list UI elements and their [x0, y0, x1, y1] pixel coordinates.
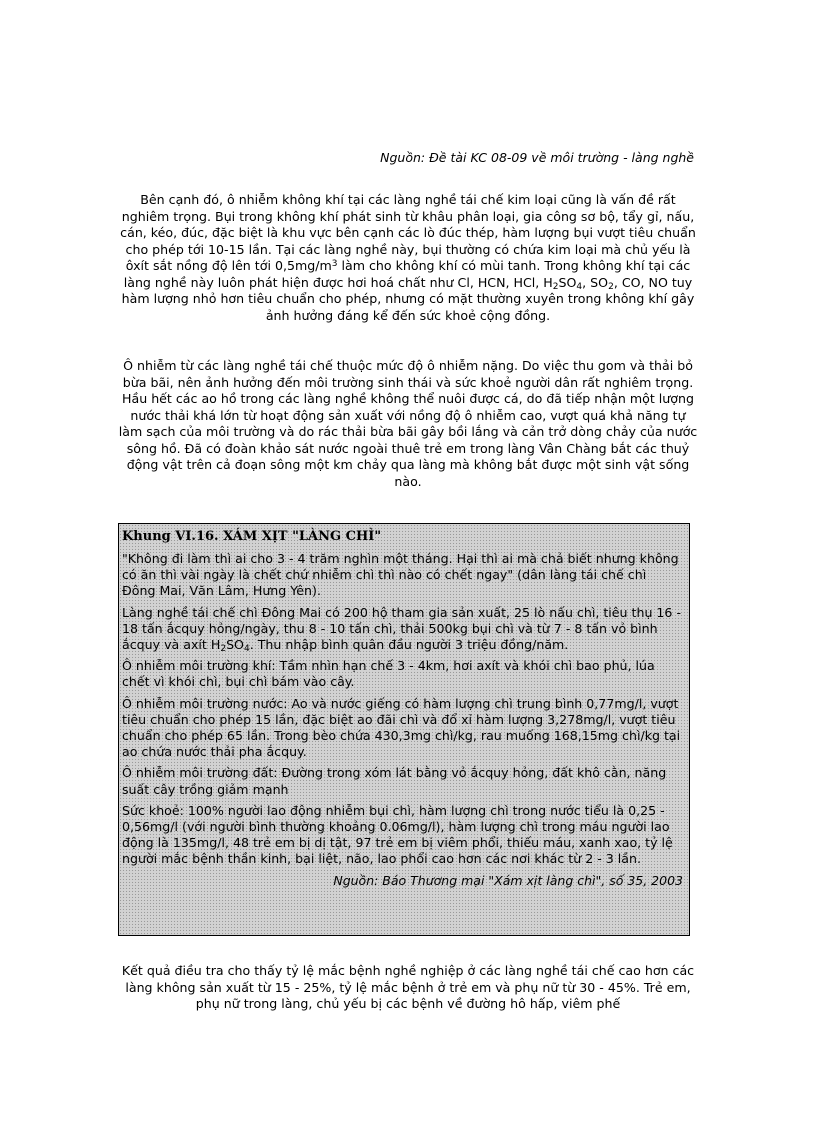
- box-water-pollution: Ô nhiễm môi trường nước: Ao và nước giếng có hàm lượng chì trung bình 0,77mg/l, vượt tiêu chuẩn cho phép 15 lần, đặc biệt ao đãi chì và đổ xỉ hàm lượng 3,278mg/l, vượt tiêu chuẩn cho phép 65 lần. Trong bèo chứa 430,3mg chì/kg, rau muống 168,15mg chì/kg tại ao chứa nước thải pha ắcquy.: [122, 695, 681, 760]
- para1-text-a: Bên cạnh đó, ô nhiễm không khí tại các làng nghề tái chế kim loại cũng là vấn đề rất nghiêm trọng. Bụi trong không khí phát sinh từ khâu phân loại, gia công sơ bộ, tẩy gỉ, nấu, cán, kéo, đúc, đặc biệt là khu vực bên cạnh các lò đúc thép, hàm lượng bụi vượt tiêu chuẩn cho phép tới 10-15 lần. Tại các làng nghề này, bụi thường có chứa kim loại mà chủ yếu là ôxít sắt nồng độ lên tới 0,5mg/m: [120, 192, 696, 273]
- box-quote: "Không đi làm thì ai cho 3 - 4 trăm nghìn một tháng. Hại thì ai mà chả biết nhưng không có ăn thì vài ngày là chết chứ nhiễm chì thì nào có chết ngay" (dân làng tái chế chì Đông Mai, Văn Lâm, Hưng Yên).: [122, 551, 679, 599]
- village-text-c: . Thu nhập bình quân đầu người 3 triệu đồng/năm.: [249, 637, 569, 653]
- para1-text-c: SO: [558, 274, 577, 290]
- paragraph-water-pollution: Ô nhiễm từ các làng nghề tái chế thuộc mức độ ô nhiễm nặng. Do việc thu gom và thải bỏ bừa bãi, nên ảnh hưởng đến môi trường sinh thái và sức khoẻ người dân rất nghiêm trọng. Hầu hết các ao hồ trong các làng nghề không thể nuôi được cá, do đã tiếp nhận một lượng nước thải khá lớn từ hoạt động sản xuất với nồng độ ô nhiễm cao, vượt quá khả năng tự làm sạch của môi trường và do rác thải bừa bãi gây bồi lắng và cản trở dòng chảy của nước sông hồ. Đã có đoàn khảo sát nước ngoài thuê trẻ em trong làng Vân Chàng bắt các thuỷ động vật trên cả đoạn sông một km chảy qua làng mà không bắt được một sinh vật sống nào.: [118, 358, 698, 489]
- box-soil-pollution: Ô nhiễm môi trường đất: Đường trong xóm lát bằng vỏ ắcquy hỏng, đất khô cằn, năng suất cây trồng giảm mạnh: [122, 765, 667, 797]
- box-source-citation: Nguồn: Báo Thương mại "Xám xịt làng chì", số 35, 2003: [333, 872, 683, 888]
- village-text-a: Làng nghề tái chế chì Đông Mai có 200 hộ tham gia sản xuất, 25 lò nấu chì, tiêu thụ 16 - 18 tấn ắcquy hỏng/ngày, thu 8 - 10 tấn chì, thải 500kg bụi chì và từ 7 - 8 tấn vỏ bình ắcquy và axít H: [122, 604, 681, 653]
- subscript: 2: [552, 281, 559, 292]
- superscript-3: 3: [331, 259, 338, 269]
- subscript: 2: [608, 281, 614, 292]
- subscript: 4: [576, 281, 583, 292]
- paragraph-air-pollution: [118, 192, 698, 324]
- box-title: Khung VI.16. XÁM XỊT "LÀNG CHÌ": [122, 529, 382, 544]
- paragraph-survey-results: Kết quả điều tra cho thấy tỷ lệ mắc bệnh nghề nghiệp ở các làng nghề tái chế cao hơn các làng không sản xuất từ 15 - 25%, tỷ lệ mắc bệnh ở trẻ em và phụ nữ từ 30 - 45%. Trẻ em, phụ nữ trong làng, chủ yếu bị các bệnh về đường hô hấp, viêm phế: [121, 963, 695, 1011]
- para1-text-d: , SO: [582, 274, 609, 290]
- box-air-pollution: Ô nhiễm môi trường khí: Tầm nhìn hạn chế 3 - 4km, hơi axít và khói chì bao phủ, lúa chết vì khói chì, bụi chì bám vào cây.: [122, 658, 655, 690]
- source-citation-top: Nguồn: Đề tài KC 08-09 về môi trường - làng nghề: [380, 150, 694, 165]
- subscript: 2: [220, 644, 227, 655]
- box-health: Sức khoẻ: 100% người lao động nhiễm bụi chì, hàm lượng chì trong nước tiểu là 0,25 - 0,56mg/l (với người bình thường khoảng 0.06mg/l), hàm lượng chì trong máu người lao động là 135mg/l, 48 trẻ em bị dị tật, 97 trẻ em bị viêm phổi, thiếu máu, xanh xao, tỷ lệ người mắc bệnh thần kinh, bại liệt, não, lao phổi cao hơn các nơi khác từ 2 - 3 lần.: [122, 802, 673, 867]
- para1-text-e: , CO, NO tuy hàm lượng nhỏ hơn tiêu chuẩn cho phép, nhưng có mặt thường xuyên trong không khí gây ảnh hưởng đáng kể đến sức khoẻ cộng đồng.: [121, 274, 695, 323]
- subscript: 4: [243, 644, 250, 655]
- village-text-b: SO: [226, 637, 244, 653]
- para1-text-b: làm cho không khí có mùi tanh. Trong không khí tại các làng nghề này luôn phát hiện được hơi hoá chất như Cl, HCN, HCl, H: [123, 258, 691, 290]
- box-village-info: [122, 605, 683, 654]
- info-box-lead-village: [118, 523, 690, 936]
